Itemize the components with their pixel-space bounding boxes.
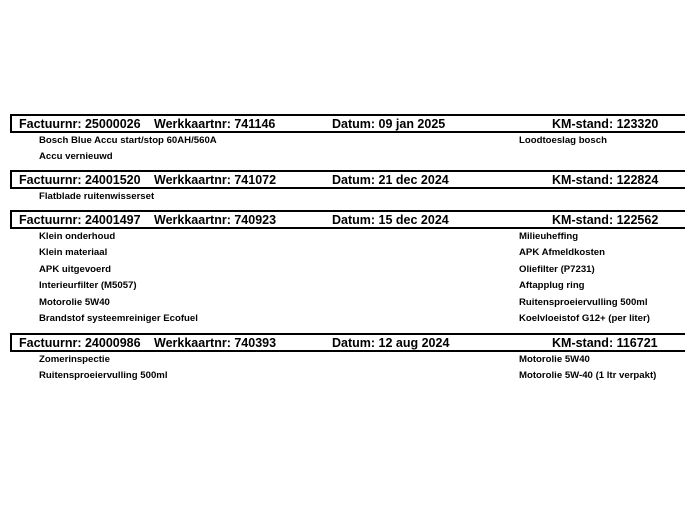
- invoice-line: [10, 189, 685, 205]
- invoice-number: Factuurnr: 24001497: [19, 213, 141, 227]
- work-item: APK uitgevoerd: [39, 263, 111, 275]
- invoice-line: [10, 262, 685, 278]
- part-item: Loodtoeslag bosch: [519, 135, 607, 146]
- part-item: Aftapplug ring: [519, 280, 585, 292]
- invoice-date: Datum: 21 dec 2024: [332, 173, 449, 187]
- workcard-number: Werkkaartnr: 740393: [154, 336, 277, 350]
- workcard-number: Werkkaartnr: 741072: [154, 173, 277, 187]
- part-item: Oliefilter (P7231): [519, 263, 595, 275]
- invoice-line: [10, 245, 685, 261]
- invoice-line: [10, 311, 685, 327]
- invoice-lines: [10, 352, 685, 385]
- part-item: Milieuheffing: [519, 231, 579, 242]
- workcard-number: Werkkaartnr: 740923: [154, 213, 277, 227]
- work-item: Brandstof systeemreiniger Ecofuel: [39, 312, 198, 324]
- km-reading: KM-stand: 116721: [552, 336, 658, 350]
- invoice-number: Factuurnr: 25000026: [19, 117, 141, 131]
- work-item: Klein materiaal: [39, 247, 108, 259]
- workcard-number: Werkkaartnr: 741146: [154, 117, 276, 131]
- invoice-date: Datum: 15 dec 2024: [332, 213, 449, 227]
- invoice-date: Datum: 09 jan 2025: [332, 117, 446, 131]
- invoice-number: Factuurnr: 24001520: [19, 173, 141, 187]
- work-item: Zomerinspectie: [39, 354, 110, 365]
- invoice-line: [10, 368, 685, 384]
- work-item: Accu vernieuwd: [39, 151, 113, 163]
- part-item: APK Afmeldkosten: [519, 247, 606, 259]
- part-item: Koelvloeistof G12+ (per liter): [519, 312, 650, 324]
- invoice-lines: [10, 229, 685, 327]
- invoice-lines: [10, 189, 685, 205]
- invoice-line: [10, 295, 685, 311]
- work-item: Interieurfilter (M5057): [39, 280, 137, 292]
- invoice-block: [10, 170, 685, 205]
- invoice-number: Factuurnr: 24000986: [19, 336, 141, 350]
- invoice-block: [10, 114, 685, 166]
- invoice-header: [10, 210, 685, 229]
- part-item: Motorolie 5W40: [519, 354, 590, 365]
- invoice-header: [10, 333, 685, 352]
- work-item: Bosch Blue Accu start/stop 60AH/560A: [39, 135, 217, 146]
- invoice-block: [10, 210, 685, 327]
- invoice-line: [10, 229, 685, 245]
- work-item: Flatblade ruitenwisserset: [39, 191, 155, 202]
- invoice-date: Datum: 12 aug 2024: [332, 336, 450, 350]
- work-item: Klein onderhoud: [39, 231, 116, 242]
- invoice-line: [10, 352, 685, 368]
- work-item: Motorolie 5W40: [39, 296, 110, 308]
- invoice-line: [10, 133, 685, 149]
- km-reading: KM-stand: 122824: [552, 173, 659, 187]
- invoice-block: [10, 333, 685, 385]
- invoice-header: [10, 170, 685, 189]
- work-item: Ruitensproeiervulling 500ml: [39, 370, 168, 382]
- invoice-line: [10, 278, 685, 294]
- part-item: Ruitensproeiervulling 500ml: [519, 296, 648, 308]
- invoice-lines: [10, 133, 685, 166]
- invoice-line: [10, 149, 685, 165]
- invoice-header: [10, 114, 685, 133]
- km-reading: KM-stand: 123320: [552, 117, 659, 131]
- km-reading: KM-stand: 122562: [552, 213, 659, 227]
- part-item: Motorolie 5W-40 (1 ltr verpakt): [519, 370, 657, 382]
